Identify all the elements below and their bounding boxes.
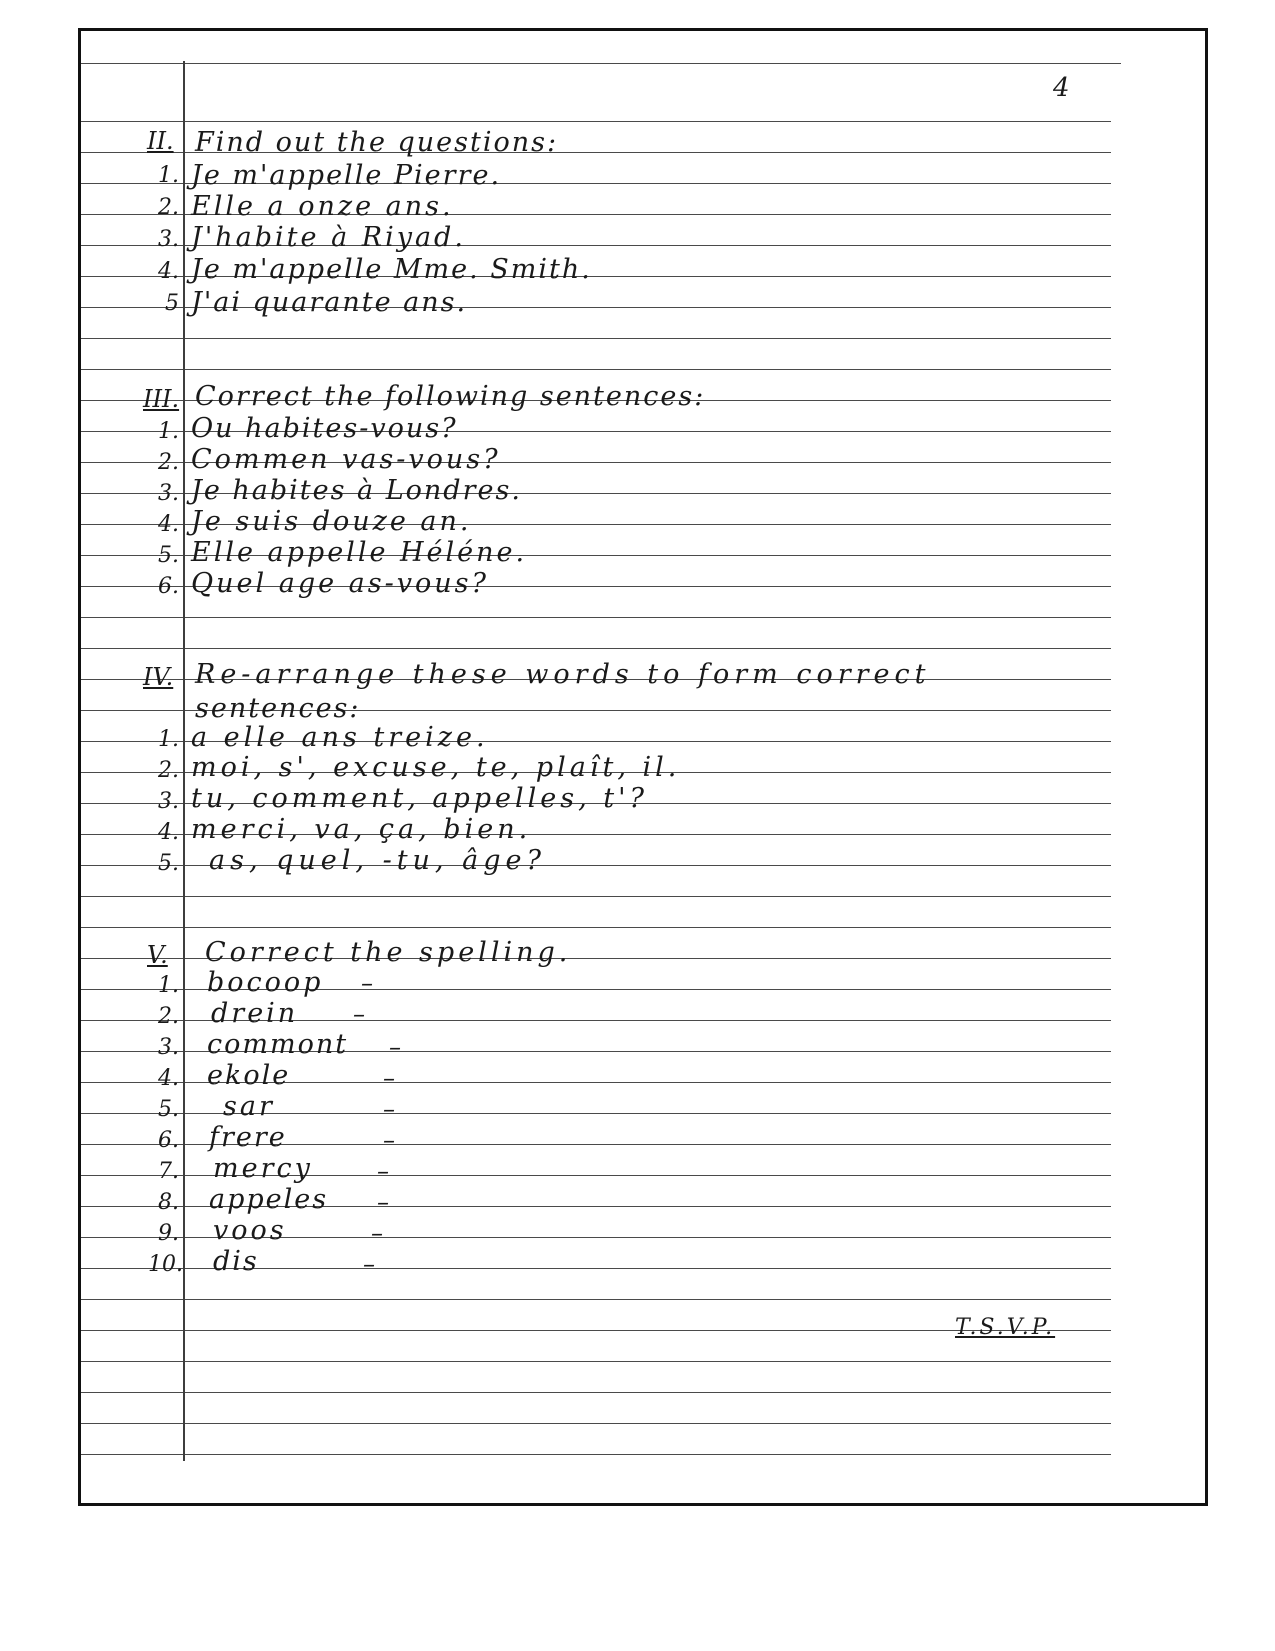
- section-5-item-text: bocoop: [207, 967, 324, 998]
- ruled-line: [81, 617, 1111, 618]
- section-2-item-number: 5: [165, 291, 179, 316]
- ruled-line: [81, 927, 1111, 928]
- section-5-item-number: 1.: [158, 973, 179, 998]
- section-3-item-number: 5.: [158, 543, 179, 568]
- ruled-line: [81, 1299, 1111, 1300]
- section-3-item-number: 3.: [158, 481, 179, 506]
- page-number: 4: [1053, 73, 1070, 103]
- section-4-item-number: 4.: [158, 820, 179, 845]
- section-5-item-number: 6.: [158, 1128, 179, 1153]
- ruled-line: [81, 1454, 1111, 1455]
- section-5-item-number: 10.: [148, 1252, 183, 1277]
- section-5-item-text: drein: [211, 998, 299, 1029]
- section-4-item-number: 3.: [158, 789, 179, 814]
- section-4-item-text: tu, comment, appelles, t'?: [191, 783, 649, 814]
- section-4-item-number: 1.: [158, 727, 179, 752]
- section-3-item-text: Commen vas-vous?: [191, 444, 501, 475]
- section-3-item-number: 1.: [158, 419, 179, 444]
- section-5-item-text: commont: [207, 1029, 349, 1060]
- section-5-item-text: mercy: [213, 1153, 313, 1184]
- ruled-line: [81, 1423, 1111, 1424]
- section-4-item-number: 2.: [158, 758, 179, 783]
- section-3-item-number: 2.: [158, 450, 179, 475]
- ruled-line: [81, 338, 1111, 339]
- section-5-item-number: 9.: [158, 1221, 179, 1246]
- section-2-item-text: Elle a onze ans.: [191, 191, 454, 222]
- section-3-title: Correct the following sentences:: [195, 381, 706, 412]
- section-4-item-number: 5.: [158, 851, 179, 876]
- section-2-item-number: 1.: [158, 163, 179, 188]
- section-2-item-number: 3.: [158, 227, 179, 252]
- section-5-item-number: 7.: [158, 1159, 179, 1184]
- footer-note: T.S.V.P.: [955, 1315, 1056, 1340]
- section-4-title-continued: sentences:: [195, 693, 361, 724]
- section-5-item-dash: –: [363, 1250, 375, 1278]
- section-3-item-number: 6.: [158, 574, 179, 599]
- section-5-item-dash: –: [353, 1000, 365, 1028]
- section-2-title: Find out the questions:: [195, 127, 559, 158]
- section-5-item-dash: –: [383, 1126, 395, 1154]
- section-2-item-number: 4.: [158, 259, 179, 284]
- section-2-item-text: J'habite à Riyad.: [191, 222, 466, 253]
- section-3-item-text: Elle appelle Héléne.: [191, 537, 528, 568]
- section-5-item-dash: –: [383, 1095, 395, 1123]
- section-5-item-number: 8.: [158, 1190, 179, 1215]
- section-5-item-dash: –: [371, 1219, 383, 1247]
- section-5-item-text: sar: [223, 1091, 275, 1122]
- section-4-item-text: moi, s', excuse, te, plaît, il.: [191, 752, 681, 783]
- section-2-item-text: Je m'appelle Pierre.: [191, 160, 502, 191]
- section-5-item-text: appeles: [209, 1184, 329, 1215]
- section-2-item-text: Je m'appelle Mme. Smith.: [191, 254, 592, 285]
- section-5-item-dash: –: [377, 1157, 389, 1185]
- section-3-item-text: Ou habites-vous?: [191, 413, 458, 444]
- section-2-item-text: J'ai quarante ans.: [191, 287, 468, 318]
- section-5-item-dash: –: [389, 1033, 401, 1061]
- ruled-line: [81, 369, 1111, 370]
- section-3-item-text: Quel age as-vous?: [191, 568, 489, 599]
- section-5-numeral: V.: [147, 941, 168, 969]
- section-5-title: Correct the spelling.: [205, 937, 572, 968]
- section-5-item-dash: –: [361, 969, 373, 997]
- worksheet-page: [78, 28, 1208, 1506]
- section-4-item-text: a elle ans treize.: [191, 722, 489, 753]
- section-3-item-text: Je habites à Londres.: [191, 475, 522, 506]
- section-2-numeral: II.: [147, 127, 174, 155]
- ruled-line: [81, 896, 1111, 897]
- section-5-item-number: 5.: [158, 1097, 179, 1122]
- ruled-line: [81, 648, 1111, 649]
- ruled-line: [81, 1361, 1111, 1362]
- section-3-item-text: Je suis douze an.: [191, 506, 472, 537]
- section-3-item-number: 4.: [158, 512, 179, 537]
- section-5-item-number: 2.: [158, 1004, 179, 1029]
- ruled-line: [81, 63, 1121, 64]
- section-4-numeral: IV.: [143, 663, 174, 691]
- section-5-item-text: ekole: [207, 1060, 291, 1091]
- section-5-item-number: 3.: [158, 1035, 179, 1060]
- section-2-item-number: 2.: [158, 195, 179, 220]
- section-5-item-dash: –: [383, 1064, 395, 1092]
- section-5-item-text: voos: [213, 1215, 287, 1246]
- ruled-line: [81, 121, 1111, 122]
- margin-line: [183, 61, 185, 1461]
- section-5-item-number: 4.: [158, 1066, 179, 1091]
- section-4-item-text: merci, va, ça, bien.: [191, 814, 532, 845]
- section-4-title: Re-arrange these words to form correct: [195, 659, 931, 690]
- section-3-numeral: III.: [143, 385, 180, 413]
- section-5-item-text: dis: [213, 1246, 259, 1277]
- ruled-line: [81, 1392, 1111, 1393]
- section-5-item-dash: –: [377, 1188, 389, 1216]
- section-5-item-text: frere: [209, 1122, 287, 1153]
- section-4-item-text: as, quel, -tu, âge?: [209, 845, 546, 876]
